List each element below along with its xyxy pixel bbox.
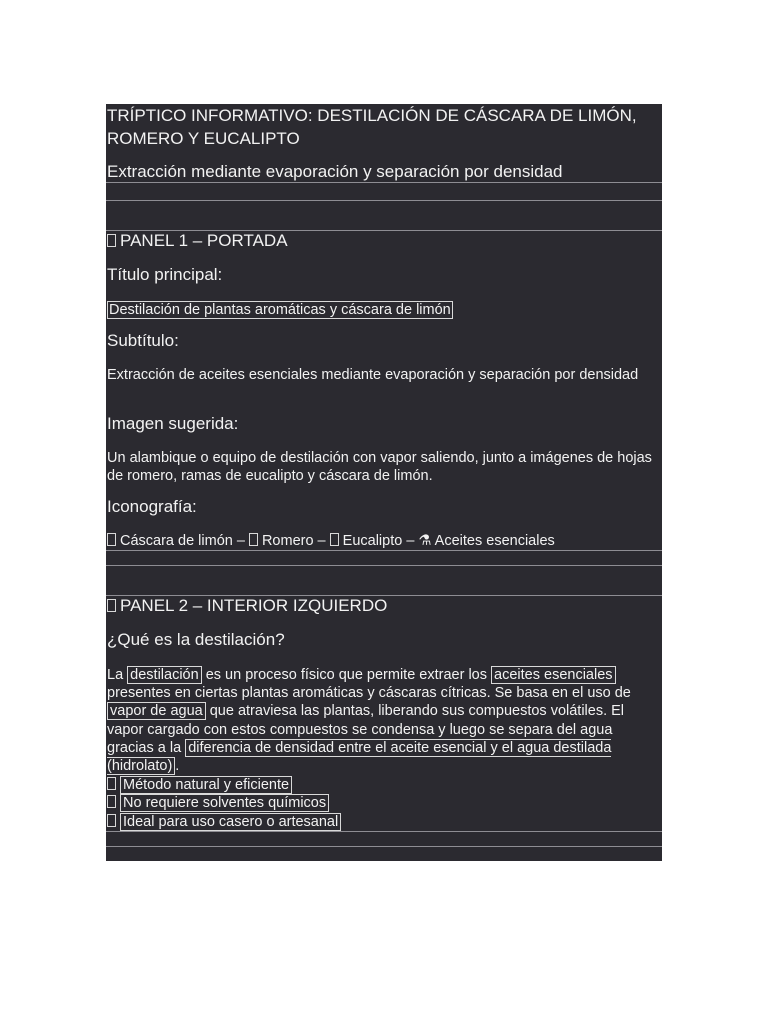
destilacion-paragraph: La destilación es un proceso físico que permite extraer los aceites esenciales presentes en ciertas plantas aromáticas y cáscaras cítricas. Se basa en el uso de vapor de agua que atraviesa las plantas, liberando sus compuestos volátiles. El vapor cargado con estos compuestos se condensa y luego se separa del agua gracias a la diferencia de densidad entre el aceite esencial y el agua destilada (hidrolato) . xyxy=(107,667,631,775)
imagen-value: Un alambique o equipo de destilación con vapor saliendo, junto a imágenes de hojas de romero, ramas de eucalipto y cáscara de limón. xyxy=(107,450,652,485)
check-icon xyxy=(107,777,116,790)
subtitulo-label: Subtítulo: xyxy=(107,331,179,350)
document-icon xyxy=(107,234,116,247)
benefit-item: Ideal para uso casero o artesanal xyxy=(107,813,659,831)
document-title: TRÍPTICO INFORMATIVO: DESTILACIÓN DE CÁSCARA DE LIMÓN, ROMERO Y EUCALIPTO xyxy=(107,106,637,148)
document-subtitle: Extracción mediante evaporación y separación por densidad xyxy=(107,162,563,181)
divider xyxy=(106,550,662,551)
rosemary-icon xyxy=(249,533,258,546)
lemon-icon xyxy=(107,533,116,546)
icon-list: Cáscara de limón – Romero – Eucalipto – ⚗ Aceites esenciales xyxy=(107,532,659,550)
flask-icon: ⚗ xyxy=(418,533,432,549)
eucalyptus-icon xyxy=(330,533,339,546)
panel2-heading: PANEL 2 – INTERIOR IZQUIERDO xyxy=(107,595,387,617)
divider xyxy=(106,182,662,183)
panel2-question: ¿Qué es la destilación? xyxy=(107,630,285,649)
subtitulo-value: Extracción de aceites esenciales mediante evaporación y separación por densidad xyxy=(107,367,639,383)
titulo-label: Título principal: xyxy=(107,265,223,284)
benefit-item: No requiere solventes químicos xyxy=(107,794,659,812)
document-page xyxy=(106,104,662,861)
benefit-item: Método natural y eficiente xyxy=(107,776,659,794)
panel1-heading: PANEL 1 – PORTADA xyxy=(107,230,288,252)
divider xyxy=(106,565,662,566)
document-icon xyxy=(107,599,116,612)
check-icon xyxy=(107,814,116,827)
iconografia-label: Iconografía: xyxy=(107,497,197,516)
divider xyxy=(106,831,662,832)
titulo-value: Destilación de plantas aromáticas y cáscara de limón xyxy=(109,302,451,318)
divider xyxy=(106,200,662,201)
imagen-label: Imagen sugerida: xyxy=(107,414,239,433)
divider xyxy=(106,846,662,847)
check-icon xyxy=(107,795,116,808)
